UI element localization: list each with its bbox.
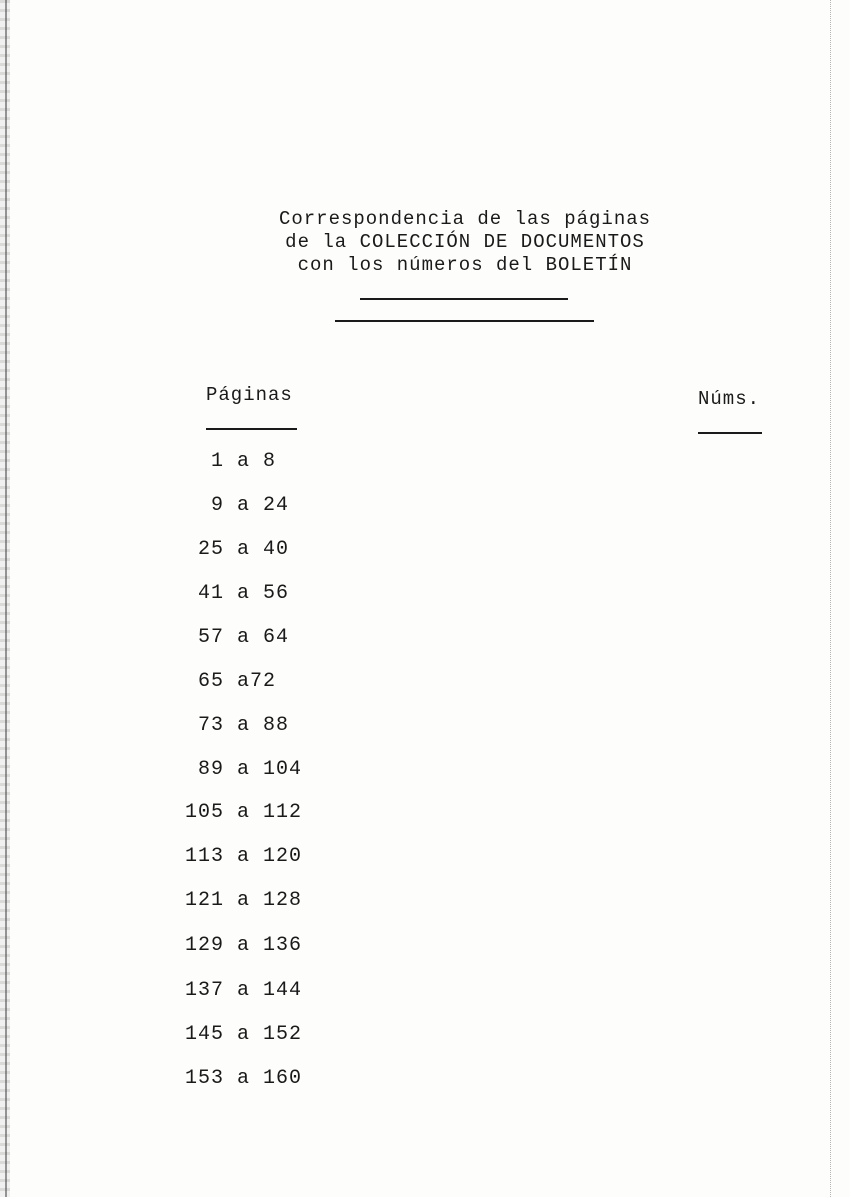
right-page-edge [830, 0, 832, 1197]
numbers-header-underline [698, 432, 762, 434]
page-range-cell: 137 a 144 [185, 979, 303, 1002]
column-header-numbers: Núms. [698, 388, 761, 410]
page-range-cell: 25 a 40 [185, 538, 290, 561]
title-line-2: de la COLECCIÓN DE DOCUMENTOS [285, 231, 645, 253]
page-range-cell: 1 a 8 [185, 450, 277, 473]
page-range-cell: 105 a 112 [185, 801, 303, 824]
page-range-cell: 153 a 160 [185, 1067, 303, 1090]
title-line-1: Correspondencia de las páginas [278, 208, 652, 230]
title-line-3: con los números del BOLETÍN [297, 254, 633, 276]
page-range-cell: 57 a 64 [185, 626, 290, 649]
document-title [240, 208, 690, 277]
page-range-cell: 89 a 104 [185, 758, 303, 781]
page-range-cell: 41 a 56 [185, 582, 290, 605]
title-underline-short [360, 298, 568, 300]
column-header-pages: Páginas [206, 384, 293, 406]
page-range-cell: 145 a 152 [185, 1023, 303, 1046]
page-range-cell: 121 a 128 [185, 889, 303, 912]
page-range-cell: 9 a 24 [185, 494, 290, 517]
page-range-cell: 129 a 136 [185, 934, 303, 957]
page-range-cell: 65 a72 [185, 670, 277, 693]
page-range-cell: 113 a 120 [185, 845, 303, 868]
page-range-cell: 73 a 88 [185, 714, 290, 737]
title-underline-long [335, 320, 594, 322]
binding-line [5, 0, 7, 1197]
pages-header-underline [206, 428, 297, 430]
